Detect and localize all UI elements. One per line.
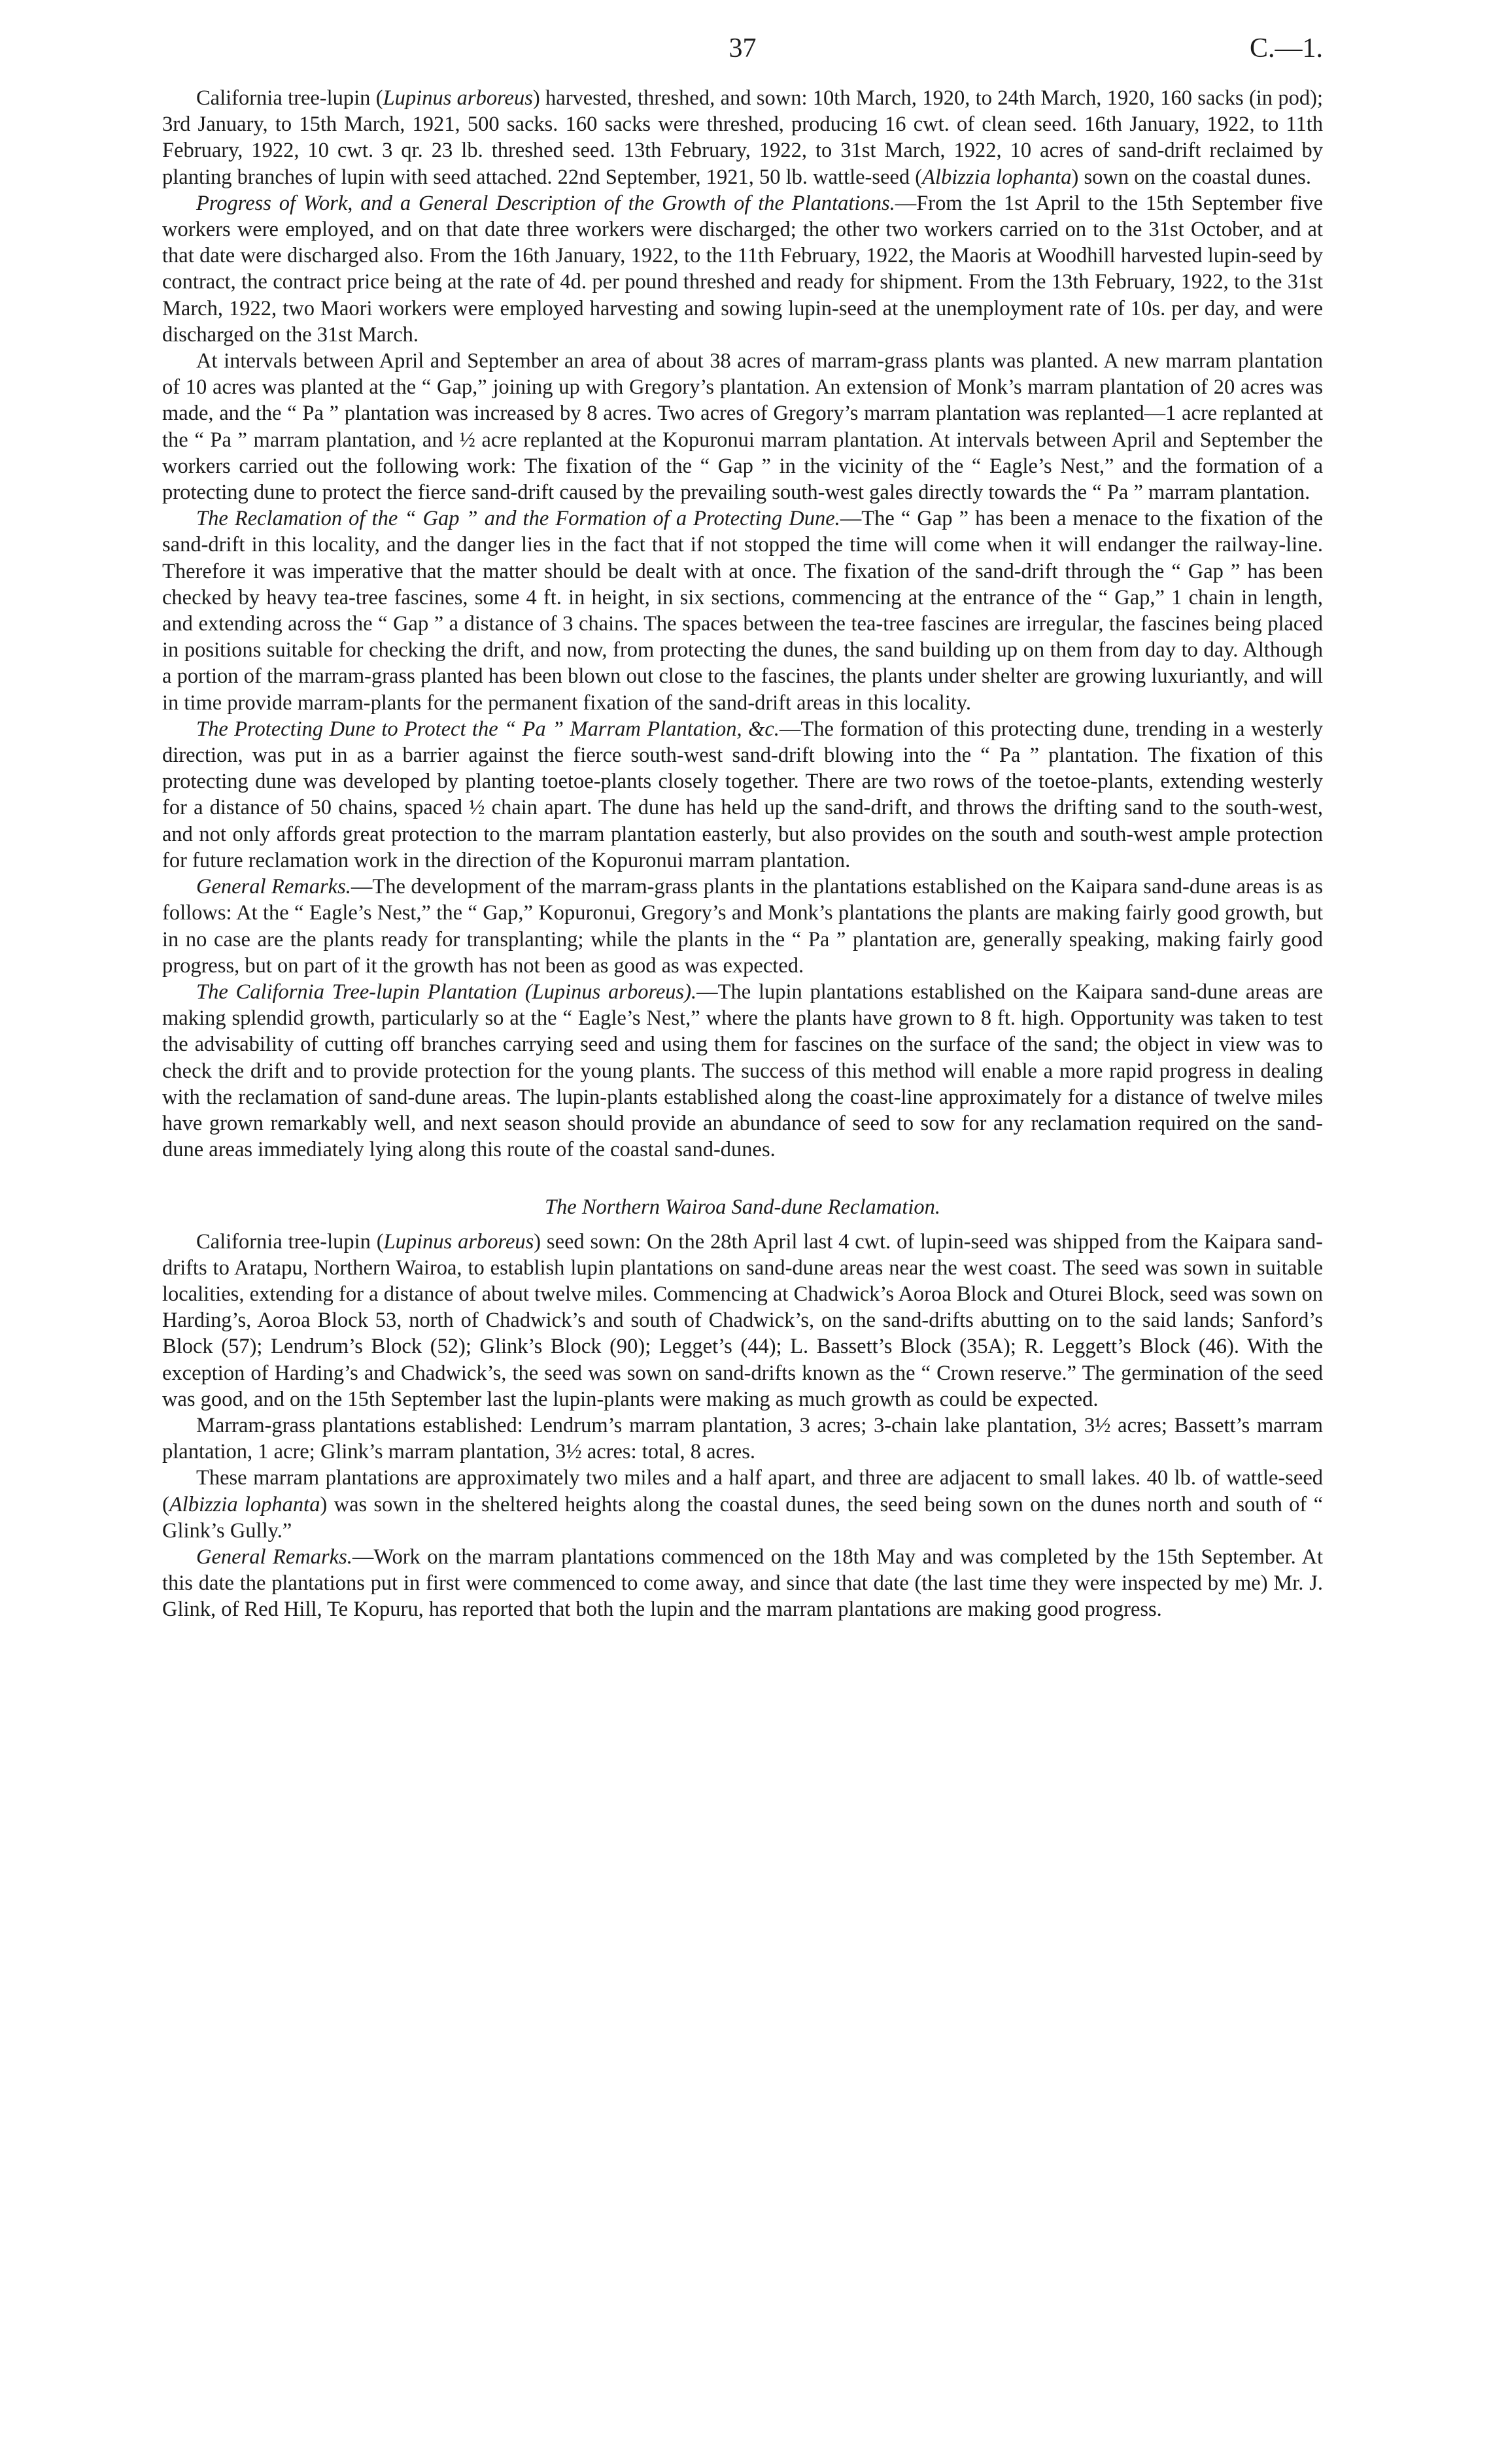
paragraph-marram-plantations-established: Marram-grass plantations established: Lendrum’s marram plantation, 3 acres; 3-chain lake plantation, 3½ acres; Bassett’s marram plantation, 1 acre; Glink’s marram plantation, 3½ acres: total, 8 acres.: [162, 1413, 1323, 1464]
paragraph-heading: The Protecting Dune to Protect the “ Pa ” Marram Plantation, &c.: [196, 717, 780, 741]
paragraph-gap-reclamation: The Reclamation of the “ Gap ” and the Formation of a Protecting Dune.—The “ Gap ” has been a menace to the fixation of the sand-drift in this locality, and the danger lies in the fact that if not stopped the time will come when it will endanger the railway-line. Therefore it was imperative that the matter should be dealt with at once. The fixation of the sand-drift through the “ Gap ” has been checked by heavy tea-tree fascines, some 4 ft. in height, in six sections, commencing at the entrance of the “ Gap,” 1 chain in length, and extending across the “ Gap ” a distance of 3 chains. The spaces between the tea-tree fascines are irregular, the fascines being placed in positions suitable for checking the drift, and now, from protecting the dunes, the sand building up on them from day to day. Although a portion of the marram-grass planted has been blown out close to the fascines, the plants under shelter are growing luxuriantly, and will in time provide marram-plants for the permanent fixation of the sand-drift areas in this locality.: [162, 507, 1323, 715]
paragraph-heading: The California Tree-lupin Plantation (Lupinus arboreus).: [196, 980, 697, 1004]
paragraph-marram-planting: At intervals between April and September an area of about 38 acres of marram-grass plants was planted. A new marram plantation of 10 acres was planted at the “ Gap,” joining up with Gregory’s plantation. An extension of Monk’s marram plantation of 20 acres was made, and the “ Pa ” plantation was increased by 8 acres. Two acres of Gregory’s marram plantation was replanted—1 acre replanted at the “ Pa ” marram plantation, and ½ acre replanted at the Kopuronui marram plantation. At intervals between April and September the workers carried out the following work: The fixation of the “ Gap ” in the vicinity of the “ Eagle’s Nest,” and the formation of a protecting dune to protect the fierce sand-drift caused by the prevailing south-west gales directly towards the “ Pa ” marram plantation.: [162, 349, 1323, 505]
page-header: [162, 20, 1323, 85]
paragraph-heading: General Remarks.: [196, 1545, 352, 1569]
paragraph-protecting-dune: The Protecting Dune to Protect the “ Pa ” Marram Plantation, &c.—The formation of this protecting dune, trending in a westerly direction, was put in as a barrier against the fierce south-west sand-drift blowing into the “ Pa ” plantation. The fixation of this protecting dune was developed by planting toetoe-plants closely together. There are two rows of the toetoe-plants, extending westerly for a distance of 50 chains, spaced ½ chain apart. The dune has held up the sand-drift, and throws the drifting sand to the south-west, and not only affords great protection to the marram plantation easterly, but also provides on the south and south-west ample protection for future reclamation work in the direction of the Kopuronui marram plantation.: [162, 717, 1323, 872]
paragraph-heading: Progress of Work, and a General Description of the Growth of the Plantations.: [196, 191, 895, 215]
paragraph-progress-of-work: Progress of Work, and a General Description of the Growth of the Plantations.—From the 1st April to the 15th September five workers were employed, and on that date three workers were discharged; the other two workers carried on to the 31st October, and at that date were discharged also. From the 16th January, 1922, to the 11th February, 1922, the Maoris at Woodhill harvested lupin-seed by contract, the contract price being at the rate of 4d. per pound threshed and ready for shipment. From the 13th February, 1922, to the 31st March, 1922, two Maori workers were employed harvesting and sowing lupin-seed at the unemployment rate of 10s. per day, and were discharged on the 31st March.: [162, 191, 1323, 347]
document-reference: C.—1.: [1249, 33, 1323, 63]
paragraph-heading: The Reclamation of the “ Gap ” and the Formation of a Protecting Dune.: [196, 507, 840, 531]
paragraph-plantation-distances: These marram plantations are approximately two miles and a half apart, and three are adjacent to small lakes. 40 lb. of wattle-seed (Albizzia lophanta) was sown in the sheltered heights along the coastal dunes, the seed being sown on the dunes north and south of “ Glink’s Gully.”: [162, 1466, 1323, 1543]
paragraph-general-remarks-wairoa: General Remarks.—Work on the marram plantations commenced on the 18th May and was completed by the 15th September. At this date the plantations put in first were commenced to come away, and since that date (the last time they were inspected by me) Mr. J. Glink, of Red Hill, Te Kopuru, has reported that both the lupin and the marram plantations are making good progress.: [162, 1545, 1323, 1622]
paragraph-general-remarks-kaipara: General Remarks.—The development of the marram-grass plants in the plantations established on the Kaipara sand-dune areas is as follows: At the “ Eagle’s Nest,” the “ Gap,” Kopuronui, Gregory’s and Monk’s plantations the plants are making fairly good growth, but in no case are the plants ready for transplanting; while the plants in the “ Pa ” plantation are, generally speaking, making fairly good progress, but on part of it the growth has not been as good as was expected.: [162, 875, 1324, 978]
paragraph-heading: General Remarks.: [196, 875, 351, 899]
document-page: [162, 20, 1323, 2439]
section-title: The Northern Wairoa Sand-dune Reclamation.: [544, 1195, 941, 1220]
page-number: 37: [728, 33, 757, 63]
paragraph-lupin-plantation: The California Tree-lupin Plantation (Lupinus arboreus).—The lupin plantations established on the Kaipara sand-dune areas are making splendid growth, particularly so at the “ Eagle’s Nest,” where the plants have grown to 8 ft. high. Opportunity was taken to test the advisability of cutting off branches carrying seed and using them for fascines on the surface of the sand; the object in view was to check the drift and to provide protection for the young plants. The success of this method will enable a more rapid progress in dealing with the reclamation of sand-dune areas. The lupin-plants established along the coast-line approximately for a distance of twelve miles have grown remarkably well, and next season should provide an abundance of seed to sow for any reclamation required on the sand-dune areas immediately lying along this route of the coastal sand-dunes.: [162, 980, 1323, 1162]
paragraph-wairoa-lupin-seed: California tree-lupin (Lupinus arboreus) seed sown: On the 28th April last 4 cwt. of lupin-seed was shipped from the Kaipara sand-drifts to Aratapu, Northern Wairoa, to establish lupin plantations on sand-dune areas near the west coast. The seed was sown in suitable localities, extending for a distance of about twelve miles. Commencing at Chadwick’s Aoroa Block and Oturei Block, seed was sown on Harding’s, Aoroa Block 53, north of Chadwick’s and south of Chadwick’s, on the sand-drifts abutting on to the said lands; Sanford’s Block (57); Lendrum’s Block (52); Glink’s Block (90); Legget’s (44); L. Bassett’s Block (35A); R. Leggett’s Block (46). With the exception of Harding’s and Chadwick’s, the seed was sown on sand-drifts known as the “ Crown reserve.” The germination of the seed was good, and on the 15th September last the lupin-plants were making as much growth as could be expected.: [162, 1229, 1323, 1411]
paragraph-lupin-harvest: California tree-lupin (Lupinus arboreus) harvested, threshed, and sown: 10th March, 1920, to 24th March, 1920, 160 sacks (in pod); 3rd January, to 15th March, 1921, 500 sacks. 160 sacks were threshed, producing 16 cwt. of clean seed. 16th January, 1922, to 11th February, 1922, 10 cwt. 3 qr. 23 lb. threshed seed. 13th February, 1922, to 31st March, 1922, 10 acres of sand-drift reclaimed by planting branches of lupin with seed attached. 22nd September, 1921, 50 lb. wattle-seed (Albizzia lophanta) sown on the coastal dunes.: [162, 86, 1323, 189]
